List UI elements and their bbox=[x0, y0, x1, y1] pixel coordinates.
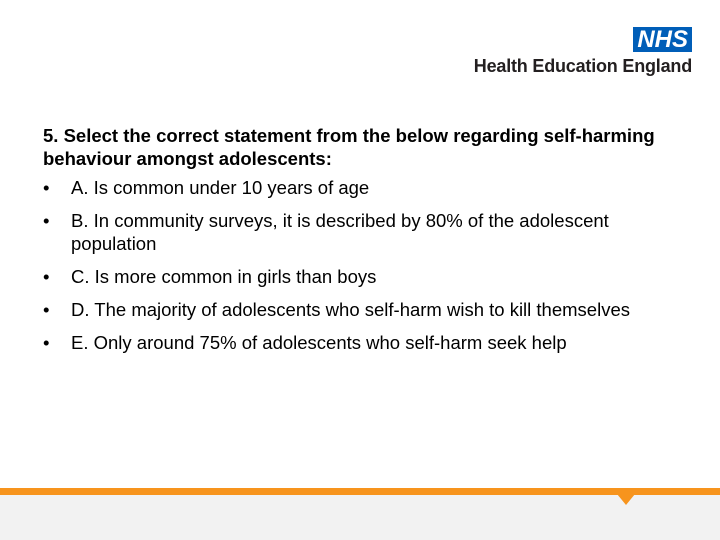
footer-area bbox=[0, 495, 720, 540]
option-text: C. Is more common in girls than boys bbox=[71, 266, 377, 287]
bullet-icon: • bbox=[43, 332, 50, 353]
option-c bbox=[43, 265, 683, 288]
option-a bbox=[43, 176, 683, 199]
footer-orange-band bbox=[0, 488, 720, 495]
option-b bbox=[43, 209, 683, 255]
option-text: B. In community surveys, it is described by 80% of the adolescent population bbox=[71, 210, 609, 254]
bullet-icon: • bbox=[43, 210, 50, 231]
organisation-name: Health Education England bbox=[473, 56, 692, 76]
question-text: 5. Select the correct statement from the below regarding self-harming behaviour amongst adolescents: bbox=[43, 125, 655, 169]
options-list bbox=[43, 176, 683, 354]
bullet-icon: • bbox=[43, 299, 50, 320]
nhs-hee-logo bbox=[474, 27, 692, 76]
option-e bbox=[43, 331, 683, 354]
nhs-logo: NHS bbox=[633, 27, 692, 52]
bullet-icon: • bbox=[43, 177, 50, 198]
option-text: A. Is common under 10 years of age bbox=[71, 177, 370, 198]
option-text: E. Only around 75% of adolescents who self-harm seek help bbox=[71, 332, 567, 353]
bullet-icon: • bbox=[43, 266, 50, 287]
footer-notch-marker bbox=[617, 494, 635, 505]
question-block bbox=[43, 124, 683, 364]
option-text: D. The majority of adolescents who self-harm wish to kill themselves bbox=[71, 299, 630, 320]
option-d bbox=[43, 298, 683, 321]
